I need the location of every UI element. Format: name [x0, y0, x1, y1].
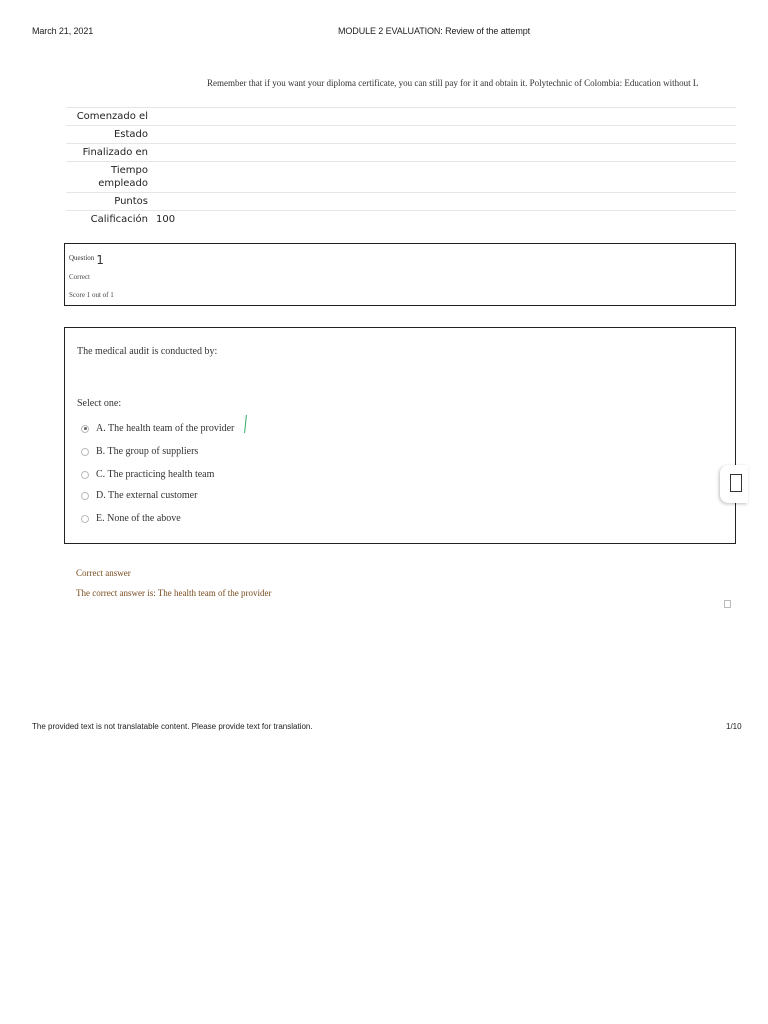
square-icon: [724, 600, 731, 608]
option-label: B. The group of suppliers: [96, 446, 199, 457]
answer-prompt: Select one:: [77, 398, 122, 409]
answer-option-b[interactable]: [81, 446, 198, 457]
summary-label: Puntos: [114, 196, 148, 207]
summary-value: 100: [156, 214, 176, 225]
answer-option-d[interactable]: [81, 490, 197, 501]
question-info-panel: [64, 243, 736, 306]
page-number: 1/10: [726, 722, 742, 731]
feedback-right-answer: The correct answer is: The health team of the provider: [76, 588, 272, 598]
answer-option-c[interactable]: [81, 469, 214, 480]
feedback-status: Correct answer: [76, 568, 131, 578]
summary-row-started: [66, 107, 736, 125]
question-content-panel: [64, 327, 736, 544]
question-state: Correct: [69, 273, 90, 281]
summary-row-grade: [66, 210, 736, 228]
summary-label: Estado: [113, 129, 148, 140]
question-grade: Score 1 out of 1: [69, 291, 114, 299]
answer-option-e[interactable]: [81, 513, 181, 524]
summary-row-points: [66, 192, 736, 210]
option-label: C. The practicing health team: [96, 469, 215, 480]
text-cursor-icon: [244, 415, 247, 433]
flag-question-icon: [730, 474, 742, 492]
flag-question-button[interactable]: [720, 465, 748, 503]
summary-label: Comenzado el: [76, 111, 148, 122]
summary-label: Tiempo empleado: [98, 165, 148, 189]
page-title: MODULE 2 EVALUATION: Review of the attempt: [338, 26, 531, 36]
radio-icon[interactable]: [81, 448, 89, 456]
radio-icon[interactable]: [81, 515, 89, 523]
summary-row-time-taken: [66, 161, 736, 192]
option-label: A. The health team of the provider: [96, 423, 235, 434]
print-date: March 21, 2021: [32, 26, 94, 36]
radio-icon[interactable]: [81, 471, 89, 479]
option-label: E. None of the above: [96, 513, 181, 524]
summary-row-finished: [66, 143, 736, 161]
radio-icon[interactable]: [81, 492, 89, 500]
radio-selected-icon[interactable]: [81, 425, 89, 433]
question-number: [69, 249, 104, 267]
option-label: D. The external customer: [96, 490, 198, 501]
notice-banner: Remember that if you want your diploma certificate, you can still pay for it and obtain it. Polytechnic of Colombia: Education without L: [207, 78, 699, 88]
attempt-summary-table: [66, 107, 736, 228]
question-number-value: 1: [96, 253, 104, 267]
summary-row-state: [66, 125, 736, 143]
summary-label: Calificación: [90, 214, 148, 225]
answer-option-a[interactable]: [81, 423, 234, 434]
question-label: Question: [69, 254, 95, 262]
question-text: The medical audit is conducted by:: [77, 346, 218, 357]
footer-text: The provided text is not translatable content. Please provide text for translation.: [32, 722, 313, 731]
summary-label: Finalizado en: [82, 147, 148, 158]
